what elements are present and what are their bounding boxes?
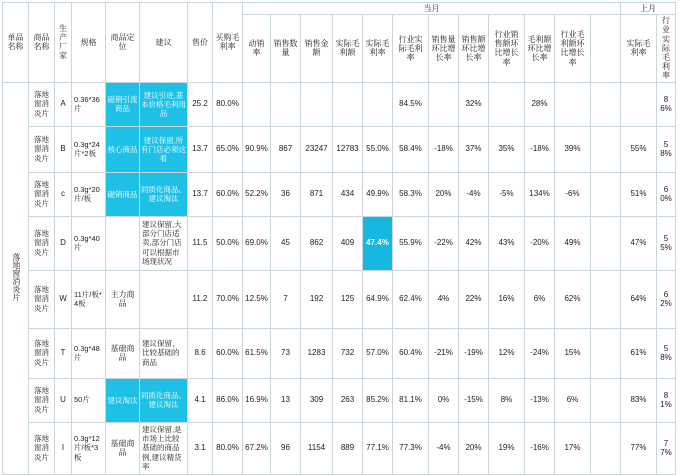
- cell-product-name: 落地窗消炎片: [29, 172, 55, 216]
- cell-industry-margin: 77.3%: [393, 422, 429, 474]
- cell-amount: 192: [301, 270, 333, 328]
- cell-manufacturer: B: [55, 126, 72, 172]
- cell-industry-amount-mom: 35%: [489, 126, 525, 172]
- cell-gross-margin: [363, 82, 393, 126]
- col-header-qty: 销售数量: [271, 15, 301, 82]
- cell-industry-amount-mom: -5%: [489, 172, 525, 216]
- cell-product-name: 落地窗消炎片: [29, 82, 55, 126]
- cell-profit-mom: -16%: [525, 422, 555, 474]
- cell-position: 基础商品: [106, 422, 140, 474]
- cell-industry-margin: 55.9%: [393, 216, 429, 270]
- cell-product-name: 落地窗消炎片: [29, 126, 55, 172]
- cell-manufacturer: c: [55, 172, 72, 216]
- cell-last-margin: 47%: [621, 216, 657, 270]
- cell-manufacturer: D: [55, 216, 72, 270]
- col-header-position: 商品定位: [106, 3, 140, 83]
- cell-qty-mom: -21%: [429, 328, 459, 378]
- table-row[interactable]: [3, 328, 676, 378]
- cell-manufacturer: T: [55, 328, 72, 378]
- cell-sell-through: 16.9%: [243, 378, 271, 422]
- cell-industry-margin: 62.4%: [393, 270, 429, 328]
- cell-sell-through: 67.2%: [243, 422, 271, 474]
- row-group-label: [3, 82, 29, 474]
- cell-gross-margin: 85.2%: [363, 378, 393, 422]
- table-body: [3, 82, 676, 474]
- cell-last-industry-margin: 58%: [657, 328, 676, 378]
- group-header-current-month: 当月: [243, 3, 621, 15]
- cell-amount: 862: [301, 216, 333, 270]
- cell-purchase-margin: 65.0%: [213, 126, 243, 172]
- col-header-spacer: [591, 15, 621, 82]
- cell-gross-margin: 64.9%: [363, 270, 393, 328]
- cell-gross-margin: 47.4%: [363, 216, 393, 270]
- cell-profit-mom: -24%: [525, 328, 555, 378]
- col-header-spec: 规格: [72, 3, 106, 83]
- col-header-qty-mom: 销售量环比增长率: [429, 15, 459, 82]
- cell-spacer: [591, 270, 621, 328]
- cell-last-margin: 83%: [621, 378, 657, 422]
- cell-qty-mom: 4%: [429, 270, 459, 328]
- cell-gross-profit: 409: [333, 216, 363, 270]
- cell-amount: [301, 82, 333, 126]
- cell-spacer: [591, 216, 621, 270]
- cell-amount-mom: 22%: [459, 270, 489, 328]
- cell-qty-mom: -22%: [429, 216, 459, 270]
- cell-purchase-margin: 60.0%: [213, 172, 243, 216]
- cell-industry-amount-mom: [489, 82, 525, 126]
- cell-product-name: 落地窗消炎片: [29, 270, 55, 328]
- cell-sell-through: 61.5%: [243, 328, 271, 378]
- cell-amount-mom: 20%: [459, 422, 489, 474]
- col-header-price: 售价: [188, 3, 213, 83]
- cell-industry-margin: 60.4%: [393, 328, 429, 378]
- cell-sell-through: 90.9%: [243, 126, 271, 172]
- cell-spec: 0.3g*48片: [72, 328, 106, 378]
- col-header-industry-margin: 行业实际毛利率: [393, 15, 429, 82]
- table-row[interactable]: [3, 82, 676, 126]
- cell-manufacturer: U: [55, 378, 72, 422]
- cell-last-industry-margin: 81%: [657, 378, 676, 422]
- cell-qty: 73: [271, 328, 301, 378]
- table-row[interactable]: [3, 216, 676, 270]
- cell-price: 13.7: [188, 126, 213, 172]
- col-header-suggestion: 建议: [140, 3, 188, 83]
- cell-suggestion: 同质化商品、建议淘汰: [140, 378, 188, 422]
- cell-last-margin: 64%: [621, 270, 657, 328]
- cell-profit-mom: 134%: [525, 172, 555, 216]
- cell-industry-amount-mom: 8%: [489, 378, 525, 422]
- cell-qty-mom: -4%: [429, 422, 459, 474]
- cell-last-industry-margin: 58%: [657, 126, 676, 172]
- cell-gross-profit: 889: [333, 422, 363, 474]
- col-header-amount: 销售金额: [301, 15, 333, 82]
- cell-last-margin: 55%: [621, 126, 657, 172]
- cell-qty: 36: [271, 172, 301, 216]
- cell-industry-amount-mom: 12%: [489, 328, 525, 378]
- col-header-industry-amount-mom: 行业销售额环比增长率: [489, 15, 525, 82]
- cell-amount-mom: -19%: [459, 328, 489, 378]
- cell-profit-mom: -18%: [525, 126, 555, 172]
- cell-industry-amount-mom: 43%: [489, 216, 525, 270]
- cell-last-industry-margin: 77%: [657, 422, 676, 474]
- cell-qty-mom: -18%: [429, 126, 459, 172]
- cell-spacer: [591, 378, 621, 422]
- cell-qty: 7: [271, 270, 301, 328]
- cell-suggestion: 建议保留,是市场上比较基础的商品例,建议精货率: [140, 422, 188, 474]
- cell-sell-through: 12.5%: [243, 270, 271, 328]
- cell-position: 磁销引流商品: [106, 82, 140, 126]
- cell-purchase-margin: 50.0%: [213, 216, 243, 270]
- cell-last-industry-margin: 60%: [657, 172, 676, 216]
- cell-profit-mom: 28%: [525, 82, 555, 126]
- cell-qty: 96: [271, 422, 301, 474]
- cell-manufacturer: I: [55, 422, 72, 474]
- cell-gross-profit: 12783: [333, 126, 363, 172]
- table-row[interactable]: [3, 172, 676, 216]
- cell-spacer: [591, 82, 621, 126]
- col-header-profit-mom: 毛利额环比增长率: [525, 15, 555, 82]
- col-header-last-industry-margin: 行业实际毛利率: [657, 15, 676, 82]
- cell-amount-mom: -4%: [459, 172, 489, 216]
- cell-profit-mom: -13%: [525, 378, 555, 422]
- col-header-industry-profit-mom: 行业毛利额环比增长率: [555, 15, 591, 82]
- cell-suggestion: 建议保留,所有门店必须这看: [140, 126, 188, 172]
- table-row[interactable]: [3, 378, 676, 422]
- cell-gross-profit: [333, 82, 363, 126]
- cell-spec: 0.3g*12片/板*3板: [72, 422, 106, 474]
- cell-gross-profit: 732: [333, 328, 363, 378]
- cell-amount-mom: 37%: [459, 126, 489, 172]
- product-analysis-table: [2, 2, 676, 475]
- cell-purchase-margin: 80.0%: [213, 82, 243, 126]
- table-row[interactable]: [3, 270, 676, 328]
- cell-gross-margin: 77.1%: [363, 422, 393, 474]
- cell-profit-mom: 6%: [525, 270, 555, 328]
- cell-industry-margin: 58.4%: [393, 126, 429, 172]
- table-header: [3, 3, 676, 83]
- cell-spacer: [591, 422, 621, 474]
- cell-price: 25.2: [188, 82, 213, 126]
- cell-amount-mom: 32%: [459, 82, 489, 126]
- cell-purchase-margin: 70.0%: [213, 270, 243, 328]
- col-header-purchase-margin: 买购毛利率: [213, 3, 243, 83]
- cell-spec: 0.36*36片: [72, 82, 106, 126]
- col-header-unit-name: 单品名称: [3, 3, 29, 83]
- cell-spec: 0.3g*24片*2板: [72, 126, 106, 172]
- cell-spec: 50片: [72, 378, 106, 422]
- cell-amount: 1283: [301, 328, 333, 378]
- cell-industry-amount-mom: 16%: [489, 270, 525, 328]
- cell-product-name: 落地窗消炎片: [29, 328, 55, 378]
- cell-spacer: [591, 172, 621, 216]
- cell-suggestion: 建议保留、比较基础的商品: [140, 328, 188, 378]
- cell-price: 3.1: [188, 422, 213, 474]
- cell-amount: 871: [301, 172, 333, 216]
- cell-gross-profit: 263: [333, 378, 363, 422]
- cell-industry-profit-mom: [555, 82, 591, 126]
- col-header-sell-through: 动销率: [243, 15, 271, 82]
- cell-product-name: 落地窗消炎片: [29, 378, 55, 422]
- cell-price: 13.7: [188, 172, 213, 216]
- cell-suggestion: [140, 270, 188, 328]
- cell-industry-profit-mom: -6%: [555, 172, 591, 216]
- cell-industry-margin: 84.5%: [393, 82, 429, 126]
- cell-sell-through: [243, 82, 271, 126]
- cell-qty: 13: [271, 378, 301, 422]
- cell-last-margin: 77%: [621, 422, 657, 474]
- cell-suggestion: 建议引进,基本价格毛利用品: [140, 82, 188, 126]
- cell-amount: 1154: [301, 422, 333, 474]
- cell-spacer: [591, 126, 621, 172]
- col-header-last-margin: 实际毛利率: [621, 15, 657, 82]
- cell-spacer: [591, 328, 621, 378]
- cell-gross-profit: 434: [333, 172, 363, 216]
- col-header-gross-profit: 实际毛利额: [333, 15, 363, 82]
- cell-price: 8.6: [188, 328, 213, 378]
- cell-industry-profit-mom: 62%: [555, 270, 591, 328]
- cell-gross-margin: 55.0%: [363, 126, 393, 172]
- cell-gross-margin: 49.9%: [363, 172, 393, 216]
- table-row[interactable]: [3, 422, 676, 474]
- cell-price: 11.2: [188, 270, 213, 328]
- cell-price: 11.5: [188, 216, 213, 270]
- cell-gross-profit: 125: [333, 270, 363, 328]
- row-group-label-text: 落地窗消炎片: [11, 252, 21, 301]
- cell-spec: 0.3g*20片/板: [72, 172, 106, 216]
- cell-manufacturer: W: [55, 270, 72, 328]
- cell-profit-mom: -20%: [525, 216, 555, 270]
- cell-industry-margin: 81.1%: [393, 378, 429, 422]
- cell-industry-profit-mom: 39%: [555, 126, 591, 172]
- cell-qty-mom: 20%: [429, 172, 459, 216]
- cell-last-industry-margin: 86%: [657, 82, 676, 126]
- cell-qty: [271, 82, 301, 126]
- cell-product-name: 落地窗消炎片: [29, 216, 55, 270]
- col-header-product-name: 商品名称: [29, 3, 55, 83]
- group-header-last-month: 上月: [621, 3, 676, 15]
- cell-industry-profit-mom: 49%: [555, 216, 591, 270]
- cell-last-industry-margin: 55%: [657, 216, 676, 270]
- cell-purchase-margin: 86.0%: [213, 378, 243, 422]
- cell-last-margin: 61%: [621, 328, 657, 378]
- cell-sell-through: 69.0%: [243, 216, 271, 270]
- cell-position: [106, 216, 140, 270]
- cell-position: 核心商品: [106, 126, 140, 172]
- col-header-manufacturer: 生产厂家: [55, 3, 72, 83]
- cell-purchase-margin: 60.0%: [213, 328, 243, 378]
- cell-position: 建议淘汰: [106, 378, 140, 422]
- cell-sell-through: 52.2%: [243, 172, 271, 216]
- cell-amount: 23247: [301, 126, 333, 172]
- group-header-row: [3, 3, 676, 15]
- cell-qty-mom: [429, 82, 459, 126]
- cell-last-industry-margin: 62%: [657, 270, 676, 328]
- table-row[interactable]: [3, 126, 676, 172]
- cell-spec: 0.3g*40片: [72, 216, 106, 270]
- cell-price: 4.1: [188, 378, 213, 422]
- cell-qty: 867: [271, 126, 301, 172]
- cell-purchase-margin: 80.0%: [213, 422, 243, 474]
- col-header-gross-margin: 实际毛利率: [363, 15, 393, 82]
- cell-suggestion: 建议保留,大部分门店适卖,部分门店可以根据市场现状况: [140, 216, 188, 270]
- cell-gross-margin: 57.0%: [363, 328, 393, 378]
- cell-qty-mom: 0%: [429, 378, 459, 422]
- cell-spec: 11片/板*4板: [72, 270, 106, 328]
- cell-industry-margin: 58.3%: [393, 172, 429, 216]
- cell-amount: 309: [301, 378, 333, 422]
- cell-product-name: 落地窗消炎片: [29, 422, 55, 474]
- cell-position: 基础商品: [106, 328, 140, 378]
- cell-industry-amount-mom: 19%: [489, 422, 525, 474]
- cell-last-margin: 51%: [621, 172, 657, 216]
- cell-position: 主力商品: [106, 270, 140, 328]
- cell-industry-profit-mom: 6%: [555, 378, 591, 422]
- cell-industry-profit-mom: 17%: [555, 422, 591, 474]
- cell-amount-mom: 42%: [459, 216, 489, 270]
- cell-manufacturer: A: [55, 82, 72, 126]
- cell-qty: 45: [271, 216, 301, 270]
- cell-amount-mom: -15%: [459, 378, 489, 422]
- col-header-amount-mom: 销售额环比增长率: [459, 15, 489, 82]
- cell-suggestion: 同质化商品、建议淘汰: [140, 172, 188, 216]
- cell-industry-profit-mom: 15%: [555, 328, 591, 378]
- cell-position: 磁销商品: [106, 172, 140, 216]
- cell-last-margin: [621, 82, 657, 126]
